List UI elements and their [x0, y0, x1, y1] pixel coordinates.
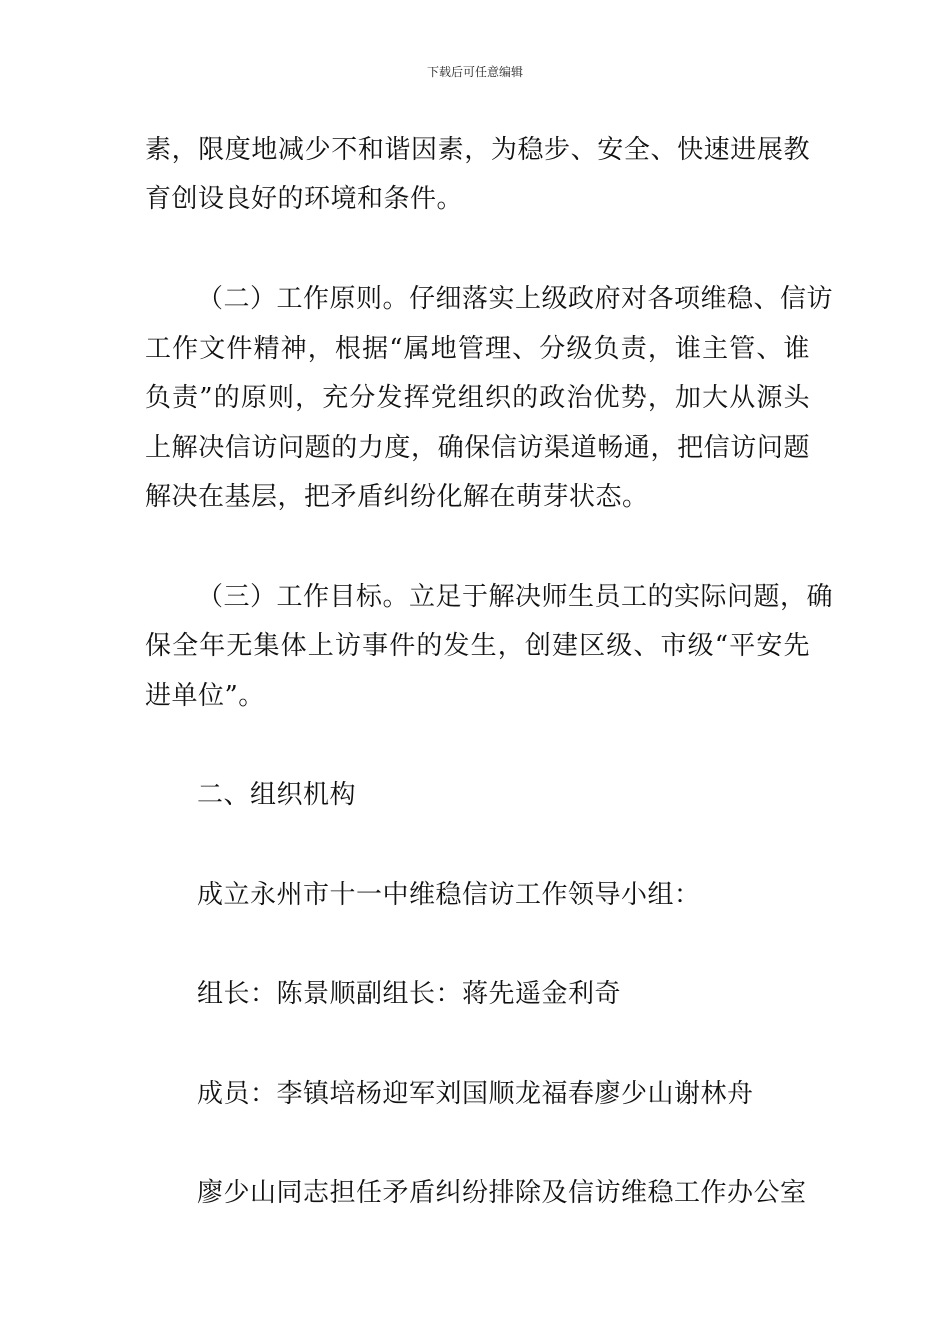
paragraph-line: （二）工作原则。仔细落实上级政府对各项维稳、信访	[197, 284, 834, 314]
paragraph-line: 工作文件精神，根据“属地管理、分级负责，谁主管、谁	[145, 334, 810, 364]
paragraph-line: 保全年无集体上访事件的发生，创建区级、市级“平安先	[145, 631, 810, 661]
paragraph-line: 组长：陈景顺副组长：蒋先遥金利奇	[197, 979, 622, 1009]
paragraph-line: 成员：李镇培杨迎军刘国顺龙福春廖少山谢林舟	[197, 1079, 754, 1109]
page-header-note: 下载后可任意编辑	[426, 65, 523, 79]
paragraph-line: 上解决信访问题的力度，确保信访渠道畅通，把信访问题	[145, 433, 810, 463]
paragraph-line: 解决在基层，把矛盾纠纷化解在萌芽状态。	[145, 482, 649, 512]
paragraph-line: （三）工作目标。立足于解决师生员工的实际问题，确	[197, 582, 834, 612]
paragraph-line: 育创设良好的环境和条件。	[145, 184, 464, 214]
paragraph-line: 成立永州市十一中维稳信访工作领导小组：	[197, 880, 701, 910]
paragraph-line: 廖少山同志担任矛盾纠纷排除及信访维稳工作办公室	[197, 1178, 807, 1208]
paragraph-line: 素，限度地减少不和谐因素，为稳步、安全、快速进展教	[145, 135, 810, 165]
section-heading: 二、组织机构	[197, 780, 357, 810]
paragraph-line: 负责”的原则，充分发挥党组织的政治优势，加大从源头	[145, 383, 810, 413]
paragraph-line: 进单位”。	[145, 681, 265, 711]
